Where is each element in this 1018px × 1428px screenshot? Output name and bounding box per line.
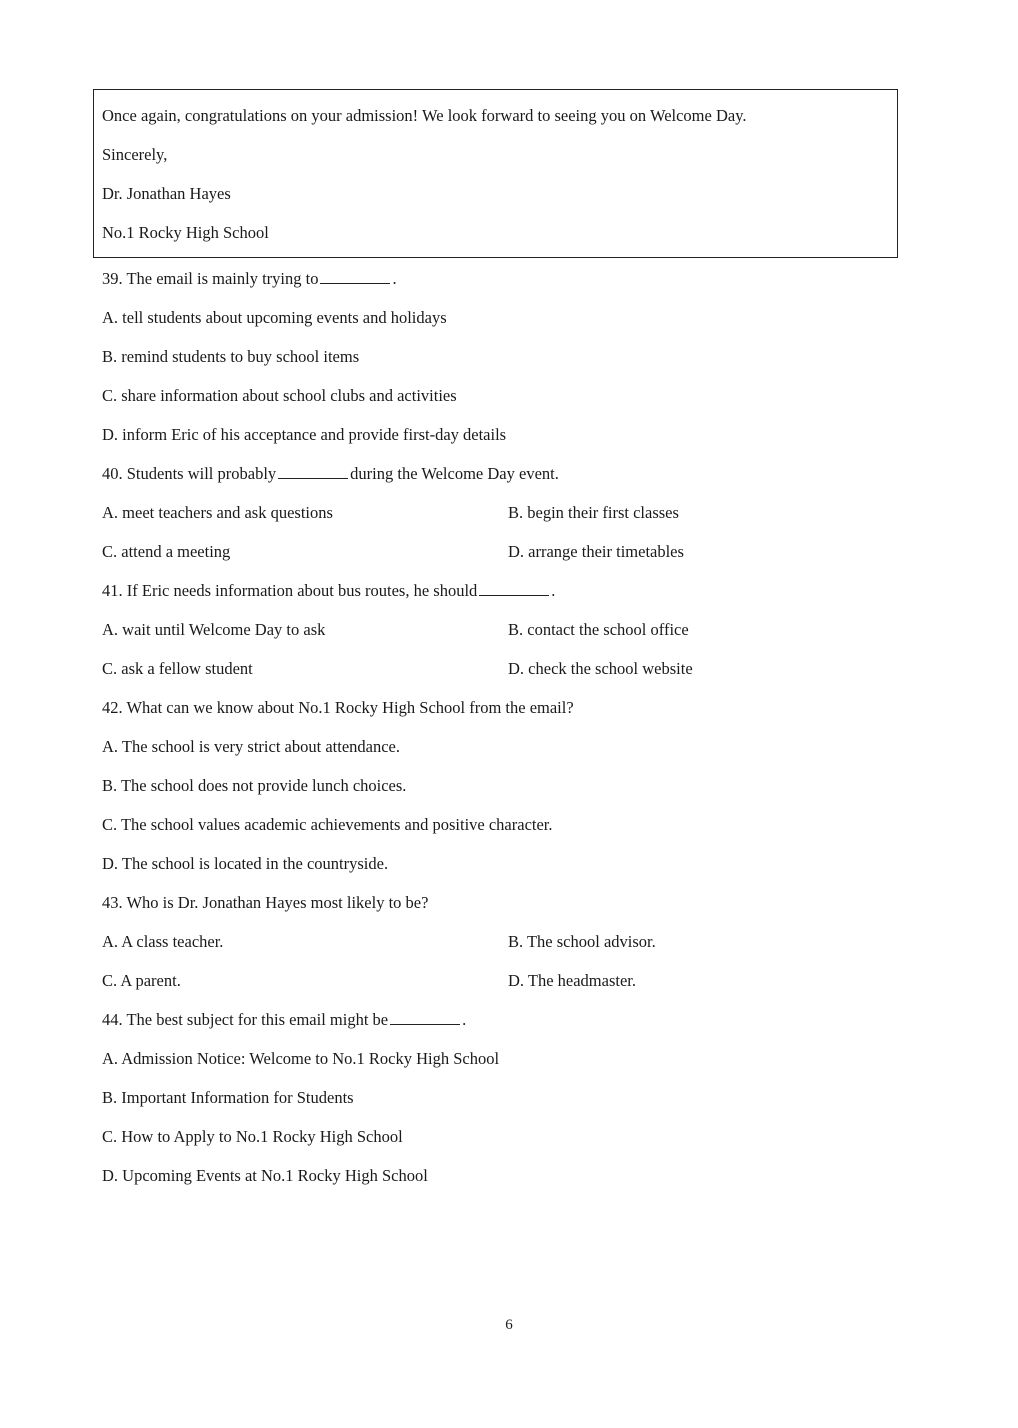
question-42-option-b: B. The school does not provide lunch choices. [102,776,407,795]
letter-school: No.1 Rocky High School [102,223,269,242]
question-39-option-c: C. share information about school clubs and activities [102,386,457,405]
question-41-option-a: A. wait until Welcome Day to ask [102,620,326,639]
question-41-option-b: B. contact the school office [508,620,689,639]
letter-signer: Dr. Jonathan Hayes [102,184,231,203]
question-40-option-b: B. begin their first classes [508,503,679,522]
question-42-stem: 42. What can we know about No.1 Rocky High School from the email? [102,698,574,717]
question-41-option-d: D. check the school website [508,659,693,678]
question-44-option-c: C. How to Apply to No.1 Rocky High School [102,1127,403,1146]
question-41-stem: 41. If Eric needs information about bus routes, he should . [102,581,556,600]
question-43-option-d: D. The headmaster. [508,971,636,990]
question-44-option-b: B. Important Information for Students [102,1088,354,1107]
question-39-option-a: A. tell students about upcoming events and holidays [102,308,447,327]
page-number: 6 [505,1317,513,1333]
question-42-option-d: D. The school is located in the countryside. [102,854,389,873]
letter-sign-off: Sincerely, [102,145,168,164]
question-43-option-b: B. The school advisor. [508,932,656,951]
question-41-option-c: C. ask a fellow student [102,659,253,678]
letter-closing-line: Once again, congratulations on your admission! We look forward to seeing you on Welcome Day. [102,106,747,125]
question-44-stem: 44. The best subject for this email might be . [102,1010,467,1029]
question-42-option-a: A. The school is very strict about attendance. [102,737,400,756]
question-40-option-d: D. arrange their timetables [508,542,684,561]
question-43-stem: 43. Who is Dr. Jonathan Hayes most likely to be? [102,893,429,912]
question-43-option-c: C. A parent. [102,971,181,990]
answer-blank [390,1010,460,1025]
question-40-option-c: C. attend a meeting [102,542,231,561]
question-40-option-a: A. meet teachers and ask questions [102,503,333,522]
question-44-option-d: D. Upcoming Events at No.1 Rocky High School [102,1166,428,1185]
answer-blank [320,269,390,284]
question-42-option-c: C. The school values academic achievements and positive character. [102,815,553,834]
question-40-stem: 40. Students will probably during the Welcome Day event. [102,464,559,483]
question-39-stem: 39. The email is mainly trying to . [102,269,397,288]
question-43-option-a: A. A class teacher. [102,932,224,951]
question-39-option-b: B. remind students to buy school items [102,347,360,366]
question-39-option-d: D. inform Eric of his acceptance and provide first-day details [102,425,507,444]
answer-blank [278,464,348,479]
question-44-option-a: A. Admission Notice: Welcome to No.1 Rocky High School [102,1049,500,1068]
answer-blank [479,581,549,596]
